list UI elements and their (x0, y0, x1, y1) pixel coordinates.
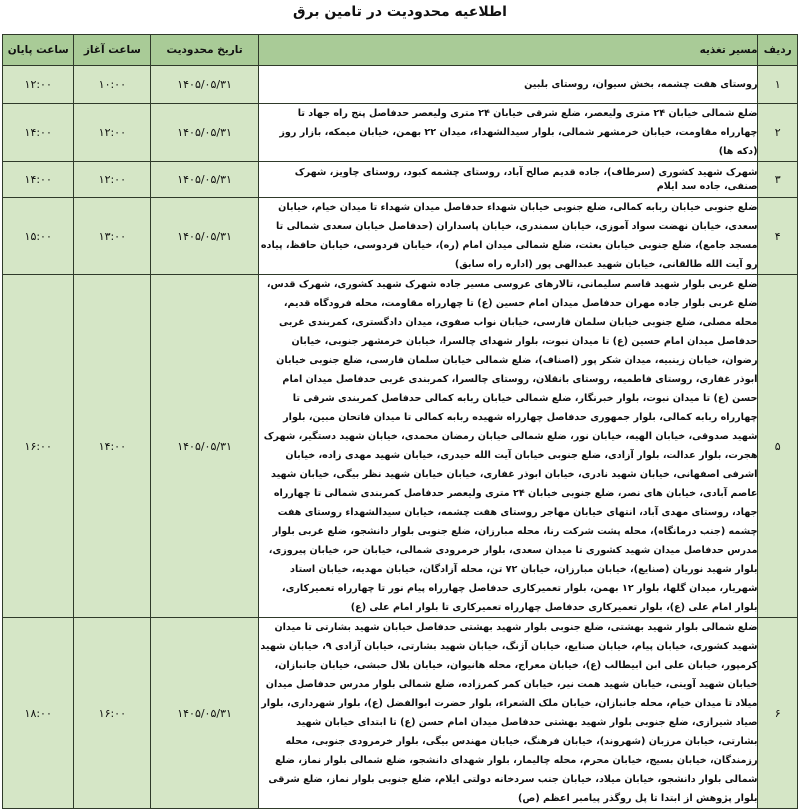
end-time-cell: ۱۴:۰۰ (3, 104, 74, 162)
notice-title: اطلاعیه محدودیت در تامین برق (293, 4, 507, 20)
start-time-cell: ۱۲:۰۰ (74, 104, 151, 162)
end-time-cell: ۱۲:۰۰ (3, 66, 74, 104)
start-time-cell: ۱۴:۰۰ (74, 275, 151, 618)
table-row (3, 198, 798, 275)
row-number: ۳ (758, 162, 798, 198)
date-cell: ۱۴۰۵/۰۵/۳۱ (151, 275, 259, 618)
row-number: ۴ (758, 198, 798, 275)
date-cell: ۱۴۰۵/۰۵/۳۱ (151, 162, 259, 198)
date-cell: ۱۴۰۵/۰۵/۳۱ (151, 618, 259, 809)
start-time-cell: ۱۲:۰۰ (74, 162, 151, 198)
row-number: ۱ (758, 66, 798, 104)
route-cell: ضلع شمالی بلوار شهید بهشتی، ضلع جنوبی بلوار شهید بهشتی حدفاصل خیابان شهید بشارتی تا میدان شهید کشوری، خیابان پیام، خیابان صنایع، خیابان آژنگ، خیابان شهید بشارتی، خیابان آزادی ۹، خیابان شهید کرمپور، خیابان علی ابن ابیطالب (ع)، خیابان معراج، محله هانیوان، خیابان بلال حبشی، خیابان جانبازان، خیابان شهید آوینی، خیابان شهید همت نیر، خیابان کمر کمرزاده، ضلع شمالی بلوار مدرس حدفاصل میدان میلاد تا میدان خیام، محله جانبازان، خیابان ملک الشعراء، بلوار حضرت ابوالفضل (ع)، بلوار شهرداری، بلوار صیاد شیرازی، ضلع جنوبی بلوار شهید بهشتی حدفاصل میدان امام حسن (ع) تا ابتدای خیابان شهید بشارتی، خیابان مرزبان (شهروند)، خیابان فرهنگ، خیابان مهندس بیگی، بلوار خرمرودی جنوبی، محله رزمندگان، خیابان بسیج، خیابان محرم، محله چالیمار، بلوار شهدای دانشجو، ضلع شمالی بلوار نماز، ضلع شمالی بلوار دانشجو، خیابان میلاد، خیابان جنب سردخانه دولتی ایلام، ضلع جنوبی بلوار نماز، ضلع شرقی بلوار پژوهش از ابتدا تا پل روگذر پیامبر اعظم (ص) (258, 618, 758, 809)
date-cell: ۱۴۰۵/۰۵/۳۱ (151, 198, 259, 275)
route-cell: روستای هفت چشمه، بخش سیوان، روستای بلبین (258, 66, 758, 104)
start-time-cell: ۱۶:۰۰ (74, 618, 151, 809)
row-number: ۵ (758, 275, 798, 618)
start-time-cell: ۱۰:۰۰ (74, 66, 151, 104)
start-time-cell: ۱۳:۰۰ (74, 198, 151, 275)
table-row (3, 66, 798, 104)
end-time-cell: ۱۶:۰۰ (3, 275, 74, 618)
table-row (3, 104, 798, 162)
table-row (3, 618, 798, 809)
header-row-number: ردیف (758, 35, 798, 66)
route-cell: ضلع غربی بلوار شهید قاسم سلیمانی، تالارهای عروسی مسیر جاده شهرک شهید کشوری، شهرک قدس، ضلع غربی بلوار جاده مهران حدفاصل میدان امام حسین (ع) تا چهارراه مقاومت، محله فرودگاه قدیم، محله مصلی، ضلع جنوبی خیابان سلمان فارسی، خیابان نواب صفوی، میدان دادگستری، کمربندی غربی حدفاصل میدان امام حسین (ع) تا میدان نبوت، بلوار شهدای چالسرا، خیابان خرمشهر جنوبی، خیابان رضوان، خیابان زینبیه، میدان شکر پور (اصناف)، ضلع شمالی خیابان سلمان فارسی، ضلع جنوبی خیابان ابوذر غفاری، روستای فاطمیه، روستای بانقلان، روستای چالسرا، کمربندی غربی حدفاصل میدان امام حسن (ع) تا میدان نبوت، بلوار خبرنگار، ضلع شمالی خیابان ربابه کمالی حدفاصل کمربندی شرقی تا چهارراه ربابه کمالی، بلوار جمهوری حدفاصل چهارراه شهیده ربابه کمالی تا میدان فاتحان مبین، بلوار شهید صدوقی، خیابان الهیه، خیابان نور، ضلع شمالی خیابان رمضان محمدی، خیابان شهید دستگیر، شهرک هجرت، بلوار عدالت، بلوار آزادی، ضلع جنوبی خیابان آیت الله حیدری، خیابان شهید مهدی زاده، خیابان اشرفی اصفهانی، خیابان شهید نادری، خیابان ابوذر غفاری، خیابان خیابان شهید نظر بیگی، خیابان شهید عاصم آبادی، خیابان های نصر، ضلع جنوبی خیابان ۲۴ متری ولیعصر حدفاصل کمربندی شمالی تا چهارراه جهاد، روستای مهدی آباد، انتهای خیابان مهاجر روستای هفت چشمه، خیابان سیدالشهداء روستای هفت چشمه (جنب درمانگاه)، محله پشت شرکت رنا، محله مبارزان، ضلع جنوبی بلوار دانشجو، ضلع غربی بلوار مدرس حدفاصل میدان شهید کشوری تا میدان سعدی، بلوار خرمرودی شمالی، خیابان حر، خیابان پیروزی، بلوار شهید نوریان (صنایع)، خیابان مبارزان، خیابان ۷۲ تن، محله آزادگان، خیابان مهدیه، خیابان استاد شهریار، میدان گلها، بلوار ۱۲ بهمن، بلوار تعمیرکاری حدفاصل چهارراه پیام نور تا چهارراه تعمیرکاری، بلوار امام علی (ع)، بلوار تعمیرکاری حدفاصل چهارراه تعمیرکاری تا بلوار امام علی (ع) (258, 275, 758, 618)
table-row (3, 162, 798, 198)
route-cell: ضلع شمالی خیابان ۲۴ متری ولیعصر، ضلع شرقی خیابان ۲۴ متری ولیعصر حدفاصل پنج راه جهاد تا چهارراه مقاومت، خیابان خرمشهر شمالی، بلوار سیدالشهداء، میدان ۲۲ بهمن، خیابان میمکه، بازار روز (دکه ها) (258, 104, 758, 162)
route-cell: شهرک شهید کشوری (سرطاف)، جاده قدیم صالح آباد، روستای چشمه کبود، روستای چاویز، شهرک صنفی، جاده سد ایلام (258, 162, 758, 198)
header-end-time: ساعت پایان (3, 35, 74, 66)
end-time-cell: ۱۵:۰۰ (3, 198, 74, 275)
header-route: مسیر تغذیه (258, 35, 758, 66)
header-date: تاریخ محدودیت (151, 35, 259, 66)
table-row (3, 275, 798, 618)
date-cell: ۱۴۰۵/۰۵/۳۱ (151, 104, 259, 162)
date-cell: ۱۴۰۵/۰۵/۳۱ (151, 66, 259, 104)
outage-table (2, 34, 798, 809)
end-time-cell: ۱۸:۰۰ (3, 618, 74, 809)
end-time-cell: ۱۴:۰۰ (3, 162, 74, 198)
header-start-time: ساعت آغاز (74, 35, 151, 66)
route-cell: ضلع جنوبی خیابان ربابه کمالی، ضلع جنوبی خیابان شهداء حدفاصل میدان شهداء تا میدان خیام، خیابان سعدی، خیابان نهضت سواد آموزی، خیابان سمندری، خیابان پاسداران (حدفاصل خیابان سعدی شمالی تا مسجد جامع)، ضلع جنوبی خیابان بعثت، ضلع شمالی میدان امام (ره)، خیابان فردوسی، خیابان حافظ، پیاده رو آیت الله طالقانی، خیابان شهید عبدالهی پور (اداره راه سابق) (258, 198, 758, 275)
row-number: ۲ (758, 104, 798, 162)
row-number: ۶ (758, 618, 798, 809)
table-header-row (3, 35, 798, 66)
